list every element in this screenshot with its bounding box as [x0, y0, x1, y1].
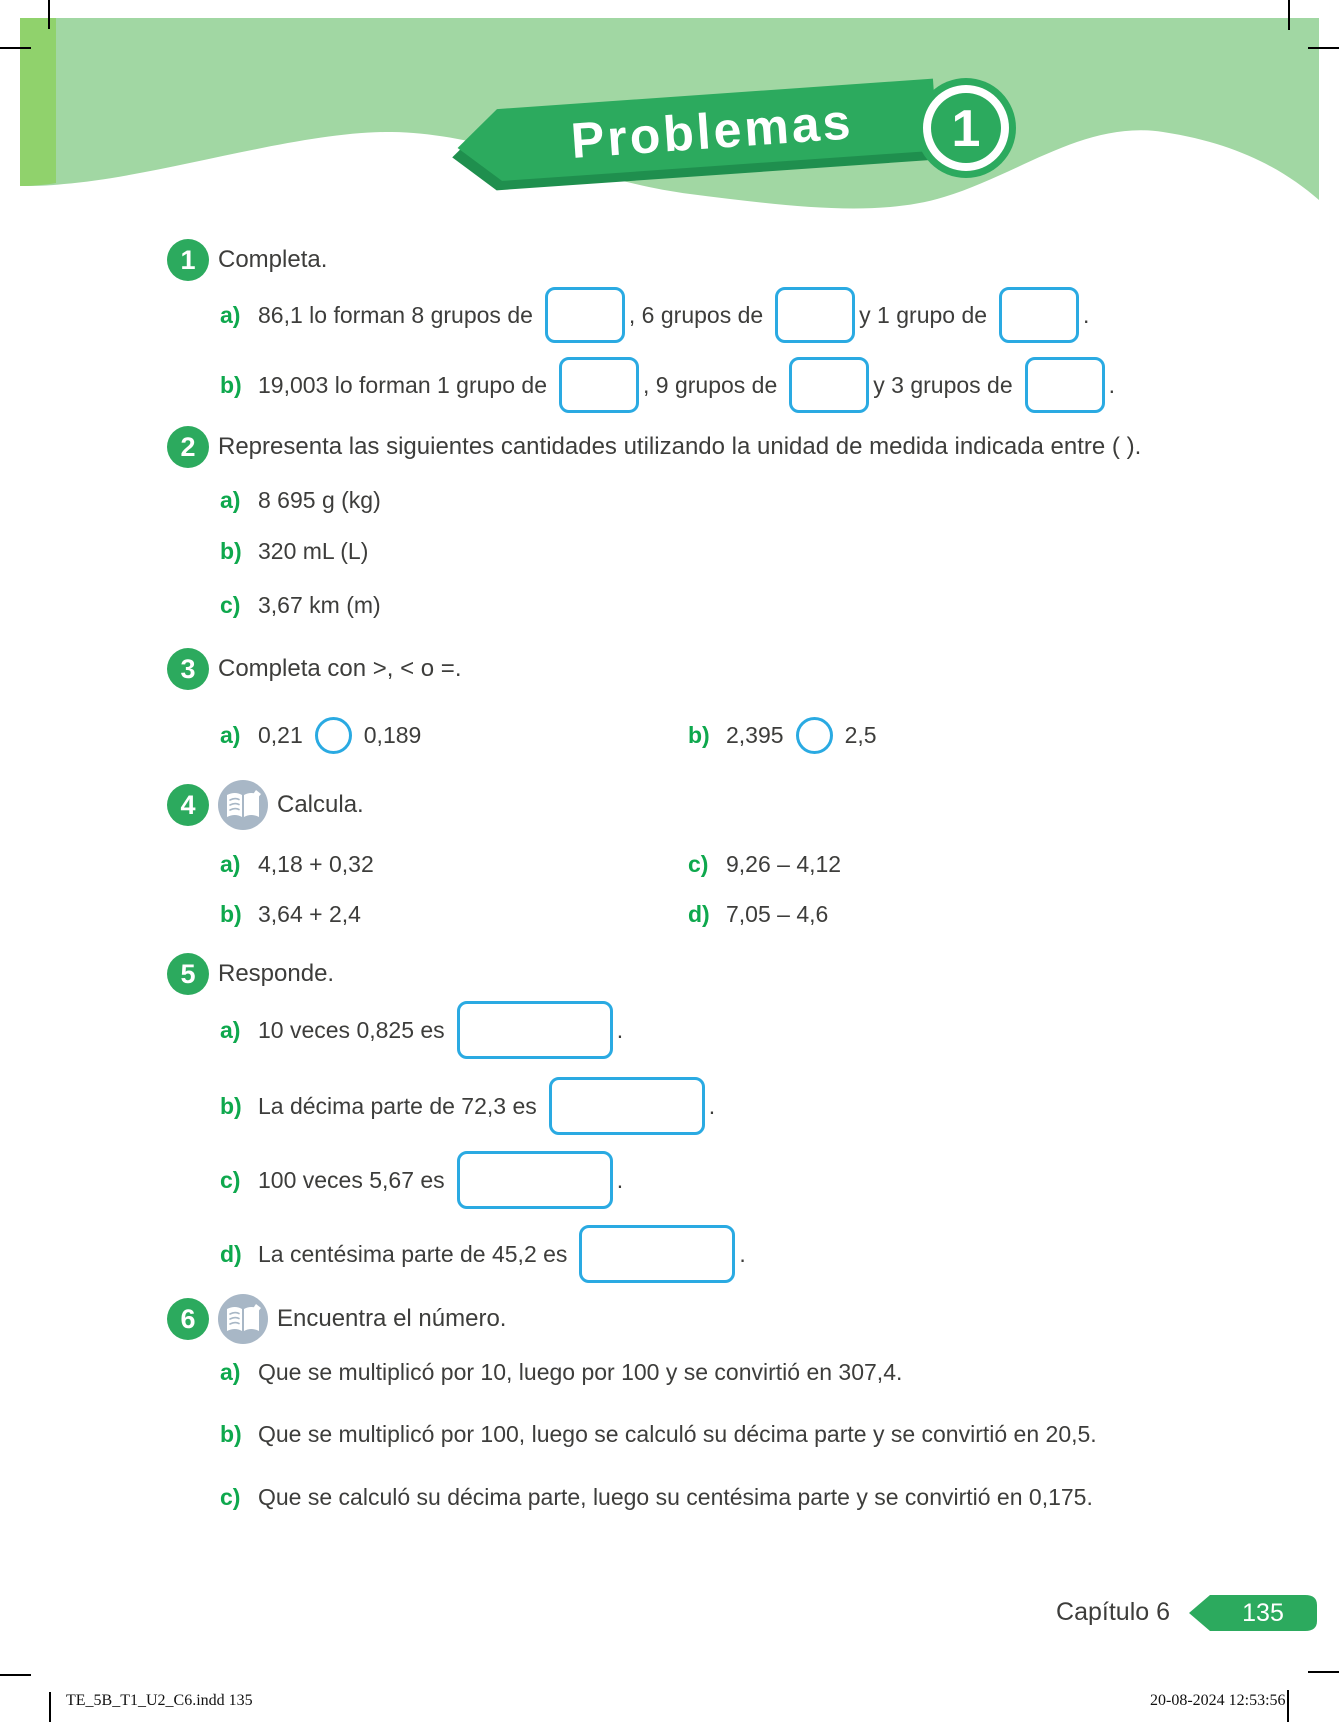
problem-1b: [220, 356, 1115, 414]
problem-2b: [220, 536, 368, 566]
item-text: Que se calculó su décima parte, luego su centésima parte y se convirtió en 0,175.: [258, 1483, 1093, 1510]
item-label: a): [220, 721, 241, 748]
problem-2a: [220, 485, 381, 515]
item-label: c): [220, 591, 241, 618]
item-label: a): [220, 301, 241, 328]
answer-box[interactable]: [579, 1225, 735, 1283]
item-label: a): [220, 486, 241, 513]
answer-box[interactable]: [549, 1077, 705, 1135]
crop-mark: [1288, 0, 1290, 30]
item-text: y 1 grupo de: [859, 301, 988, 328]
notebook-pencil-icon: [218, 1294, 268, 1344]
item-label: b): [220, 537, 242, 564]
item-text: y 3 grupos de: [873, 371, 1013, 398]
item-text: 320 mL (L): [258, 537, 369, 564]
item-label: c): [688, 850, 709, 877]
item-text: .: [1108, 371, 1116, 398]
item-label: c): [220, 1166, 241, 1193]
item-text: 100 veces 5,67 es: [258, 1166, 445, 1193]
answer-box[interactable]: [789, 357, 869, 413]
problem-6-number: 6: [167, 1298, 209, 1340]
comparison-right: 0,189: [363, 721, 422, 748]
problem-4-title: Calcula.: [277, 791, 364, 818]
item-text: La centésima parte de 45,2 es: [258, 1240, 568, 1267]
item-label: b): [220, 900, 242, 927]
crop-mark: [1287, 1690, 1289, 1722]
imprint-datetime: 20-08-2024 12:53:56: [1150, 1692, 1286, 1709]
item-text: 7,05 – 4,6: [726, 900, 829, 927]
item-label: a): [220, 1358, 241, 1385]
problem-4c: [688, 849, 841, 879]
item-text: Que se multiplicó por 100, luego se calculó su décima parte y se convirtió en 20,5.: [258, 1420, 1097, 1447]
item-text: 86,1 lo forman 8 grupos de: [258, 301, 533, 328]
problem-1-header: [167, 239, 327, 281]
problem-5c: [220, 1150, 623, 1210]
crop-mark: [0, 1674, 31, 1676]
item-text: .: [739, 1240, 746, 1267]
item-label: a): [220, 850, 241, 877]
header-banner: [0, 0, 1339, 235]
item-label: b): [220, 1420, 242, 1447]
problem-6b: [220, 1419, 1097, 1449]
problem-4a: [220, 849, 374, 879]
item-label: b): [688, 721, 710, 748]
problem-6-title: Encuentra el número.: [277, 1305, 507, 1332]
item-text: .: [708, 1092, 716, 1119]
item-text: .: [1083, 301, 1090, 328]
problem-4b: [220, 899, 361, 929]
item-label: a): [220, 1016, 241, 1043]
problem-6c: [220, 1482, 1093, 1512]
answer-box[interactable]: [1025, 357, 1105, 413]
comparison-left: 2,395: [726, 721, 784, 748]
crop-mark: [1308, 47, 1339, 49]
answer-box[interactable]: [559, 357, 639, 413]
problem-3-title: Completa con >, < o =.: [218, 655, 462, 682]
crop-mark: [48, 0, 50, 29]
item-text: La décima parte de 72,3 es: [258, 1092, 537, 1119]
crop-mark: [1308, 1671, 1339, 1673]
problem-3b: [688, 716, 877, 754]
item-text: .: [616, 1016, 624, 1043]
item-label: c): [220, 1483, 241, 1510]
item-text: 19,003 lo forman 1 grupo de: [258, 371, 547, 398]
problem-5-header: [167, 953, 334, 995]
problem-1-number: 1: [167, 239, 209, 281]
problem-5a: [220, 1000, 623, 1060]
crop-mark: [49, 1692, 51, 1722]
problem-4d: [688, 899, 828, 929]
item-text: 3,64 + 2,4: [258, 900, 361, 927]
problem-1-title: Completa.: [218, 246, 328, 273]
problem-4-header: [167, 780, 364, 830]
problem-2-number: 2: [167, 426, 209, 468]
notebook-pencil-icon: [218, 780, 268, 830]
comparison-circle[interactable]: [315, 717, 352, 754]
item-text: 8 695 g (kg): [258, 486, 381, 513]
header-left-strip: [20, 18, 56, 186]
comparison-right: 2,5: [844, 721, 877, 748]
item-label: b): [220, 371, 242, 398]
problem-5b: [220, 1076, 715, 1136]
problem-3-number: 3: [167, 648, 209, 690]
problem-5-title: Responde.: [218, 960, 335, 987]
comparison-left: 0,21: [258, 721, 303, 748]
item-label: d): [220, 1240, 242, 1267]
answer-box[interactable]: [457, 1001, 613, 1059]
item-text: , 6 grupos de: [628, 301, 764, 328]
answer-box[interactable]: [999, 287, 1079, 343]
answer-box[interactable]: [457, 1151, 613, 1209]
page-number: 135: [1242, 1599, 1284, 1627]
answer-box[interactable]: [545, 287, 625, 343]
comparison-circle[interactable]: [796, 717, 833, 754]
problem-3a: [220, 716, 421, 754]
imprint-filename: TE_5B_T1_U2_C6.indd 135: [66, 1692, 253, 1709]
item-text: 4,18 + 0,32: [258, 850, 374, 877]
item-text: .: [616, 1166, 624, 1193]
item-text: 10 veces 0,825 es: [258, 1016, 445, 1043]
problem-2-title: Representa las siguientes cantidades utilizando la unidad de medida indicada entre ( ).: [218, 433, 1142, 460]
problemas-number-circle: [916, 78, 1016, 178]
item-text: 9,26 – 4,12: [726, 850, 842, 877]
crop-mark: [0, 47, 31, 49]
problem-2c: [220, 590, 381, 620]
problem-2-header: [167, 426, 1141, 468]
problem-6a: [220, 1357, 902, 1387]
problem-3-header: [167, 648, 461, 690]
answer-box[interactable]: [775, 287, 855, 343]
problemas-number: 1: [951, 100, 981, 158]
page-number-badge: [1186, 1593, 1319, 1633]
problem-6-header: [167, 1294, 506, 1344]
problem-1a: [220, 286, 1089, 344]
item-text: , 9 grupos de: [642, 371, 778, 398]
chapter-label: Capítulo 6: [1056, 1598, 1170, 1626]
item-text: 3,67 km (m): [258, 591, 381, 618]
problemas-label: Problemas: [569, 93, 855, 169]
problem-5d: [220, 1224, 746, 1284]
item-label: b): [220, 1092, 242, 1119]
problem-4-number: 4: [167, 784, 209, 826]
item-text: Que se multiplicó por 10, luego por 100 y se convirtió en 307,4.: [258, 1358, 903, 1385]
item-label: d): [688, 900, 710, 927]
problem-5-number: 5: [167, 953, 209, 995]
